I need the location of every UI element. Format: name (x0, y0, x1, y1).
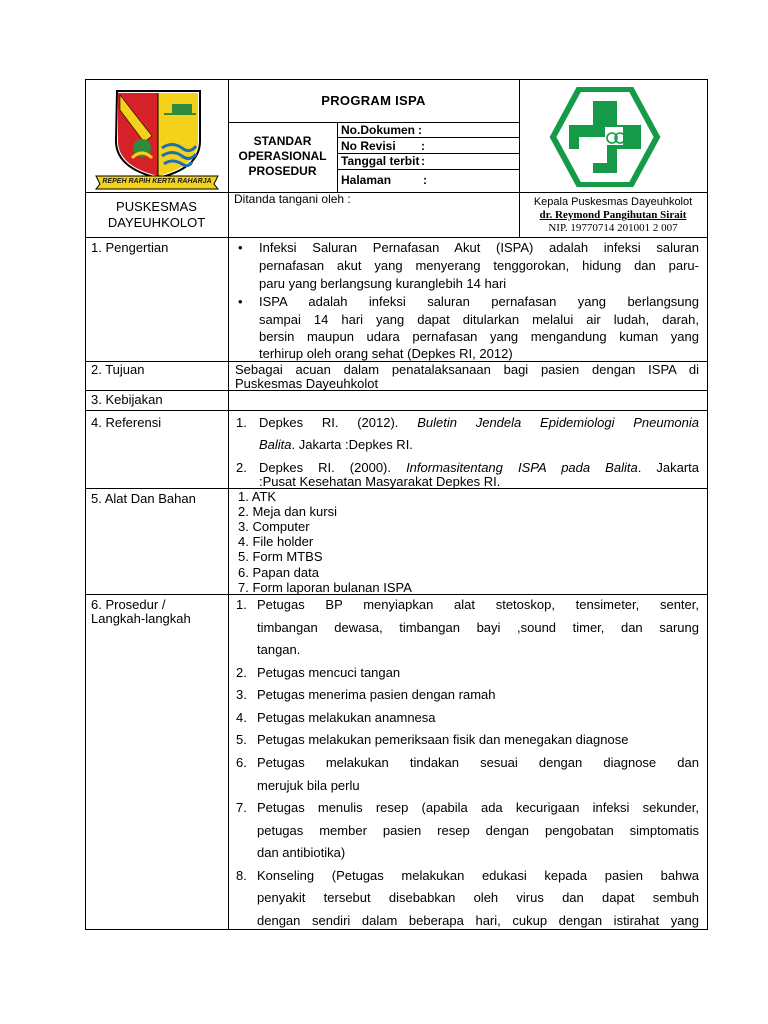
step-text-line: Petugas BP menyiapkan alat stetoskop, tensimeter, senter, (257, 597, 699, 612)
section-label-prosedur: 6. Prosedur / (91, 597, 166, 612)
alat-item: 1. ATK (238, 489, 277, 504)
pengertian-text-line: paru yang berlangsung kuranglebih 14 hari (259, 276, 507, 291)
sop-line: STANDAR (253, 134, 312, 148)
step-text-line: Konseling (Petugas melakukan edukasi kepada pasien bahwa (257, 868, 699, 883)
pengertian-text-line: ISPA adalah infeksi saluran pernafasan yang berlangsung (259, 294, 699, 309)
step-text-line: Petugas melakukan tindakan sesuai dengan diagnose dan (257, 755, 699, 770)
ref-title-cont: Balita (259, 437, 292, 452)
pengertian-text-line: sampai 14 hari yang dapat ditularkan melalui air ludah, darah, (259, 312, 699, 327)
bullet-dot-icon: • (238, 240, 243, 255)
step-number: 4. (236, 710, 247, 725)
doc-field-sep: : (421, 154, 425, 168)
puskesmas-cross-icon (549, 87, 661, 187)
ref-publisher: . Jakarta (637, 460, 699, 475)
step-number: 2. (236, 665, 247, 680)
program-title: PROGRAM ISPA (321, 93, 426, 108)
pengertian-text-line: bersin maupun udara pernafasan yang mengandung kuman yang (259, 329, 699, 344)
step-number: 7. (236, 800, 247, 815)
ref-line (259, 460, 699, 475)
section-label-referensi: 4. Referensi (91, 415, 162, 430)
ref-number: 1. (236, 415, 247, 430)
section-label-pengertian: 1. Pengertian (91, 240, 169, 255)
doc-field-label: Halaman (341, 173, 392, 187)
alat-item: 6. Papan data (238, 565, 319, 580)
sop-line: OPERASIONAL (238, 149, 327, 163)
emblem-motto: REPEH RAPIH KERTA RAHARJA (102, 178, 212, 185)
step-text-line: Petugas melakukan pemeriksaan fisik dan menegakan diagnose (257, 732, 629, 747)
tujuan-text-line: Puskesmas Dayeuhkolot (235, 376, 379, 391)
puskesmas-logo (549, 87, 661, 187)
ref-author: Depkes RI. (2012). (259, 415, 418, 430)
section-label-kebijakan: 3. Kebijakan (91, 392, 163, 407)
doc-field-sep: : (421, 139, 425, 153)
step-number: 1. (236, 597, 247, 612)
step-text-line: timbangan dewasa, timbangan bayi ,sound timer, dan sarung (257, 620, 699, 635)
section-label-alat: 5. Alat Dan Bahan (91, 491, 196, 506)
step-number: 3. (236, 687, 247, 702)
step-text-line: tangan. (257, 642, 301, 657)
signature-label: Ditanda tangani oleh : (234, 192, 351, 206)
ref-line (259, 437, 413, 452)
kabupaten-emblem (92, 86, 222, 190)
doc-field-label: Tanggal terbit (341, 154, 420, 168)
sop-line: PROSEDUR (248, 164, 317, 178)
step-text-line: Petugas menerima pasien dengan ramah (257, 687, 496, 702)
section-label-tujuan: 2. Tujuan (91, 362, 145, 377)
org-line: DAYEUHKOLOT (107, 215, 206, 230)
section-label-prosedur: Langkah-langkah (91, 611, 191, 626)
pengertian-text-line: pernafasan akut yang menyerang tenggorokan, hidung dan paru- (259, 258, 699, 273)
ref-author: Depkes RI. (2000). (259, 460, 407, 475)
head-title: Kepala Puskesmas Dayeuhkolot (533, 196, 693, 208)
org-line: PUSKESMAS (116, 199, 197, 214)
step-number: 6. (236, 755, 247, 770)
alat-item: 2. Meja dan kursi (238, 504, 337, 519)
step-text-line: Petugas menulis resep (apabila ada kecurigaan infeksi sekunder, (257, 800, 699, 815)
alat-item: 3. Computer (238, 519, 310, 534)
step-text-line: penyakit tersebut disebabkan oleh virus dan dapat sembuh (257, 890, 699, 905)
ref-title: Buletin Jendela Epidemiologi Pneumonia (417, 415, 700, 430)
ref-line (259, 415, 699, 430)
alat-item: 4. File holder (238, 534, 314, 549)
ref-line: :Pusat Kesehatan Masyarakat Depkes RI. (259, 474, 501, 489)
head-name: dr. Reymond Pangihutan Sirait (539, 209, 687, 221)
step-text-line: Petugas mencuci tangan (257, 665, 401, 680)
step-number: 5. (236, 732, 247, 747)
step-text-line: merujuk bila perlu (257, 778, 360, 793)
head-nip: NIP. 19770714 201001 2 007 (548, 222, 678, 234)
doc-field-label: No.Dokumen (341, 123, 416, 137)
doc-field-label: No Revisi (341, 139, 396, 153)
ref-publisher: . Jakarta :Depkes RI. (291, 437, 413, 452)
emblem-icon (92, 86, 222, 190)
pengertian-text-line: terhirup oleh orang sehat (Depkes RI, 2012) (259, 346, 513, 361)
ref-number: 2. (236, 460, 247, 475)
ref-title: Informasitentang ISPA pada Balita (406, 460, 638, 475)
step-text-line: Petugas melakukan anamnesa (257, 710, 436, 725)
step-text-line: dan antibiotika) (257, 845, 346, 860)
alat-item: 7. Form laporan bulanan ISPA (238, 580, 412, 595)
step-number: 8. (236, 868, 247, 883)
tujuan-text-line: Sebagai acuan dalam penatalaksanaan bagi pasien dengan ISPA di (235, 362, 699, 377)
doc-field-sep: : (423, 173, 427, 187)
alat-item: 5. Form MTBS (238, 549, 323, 564)
bullet-dot-icon: • (238, 294, 243, 309)
pengertian-text-line: Infeksi Saluran Pernafasan Akut (ISPA) adalah infeksi saluran (259, 240, 699, 255)
step-text-line: dengan sendiri dalam beberapa hari, cukup dengan istirahat yang (257, 913, 699, 928)
step-text-line: petugas member pasien resep dengan pengobatan simptomatis (257, 823, 699, 838)
doc-field-sep: : (418, 123, 422, 137)
